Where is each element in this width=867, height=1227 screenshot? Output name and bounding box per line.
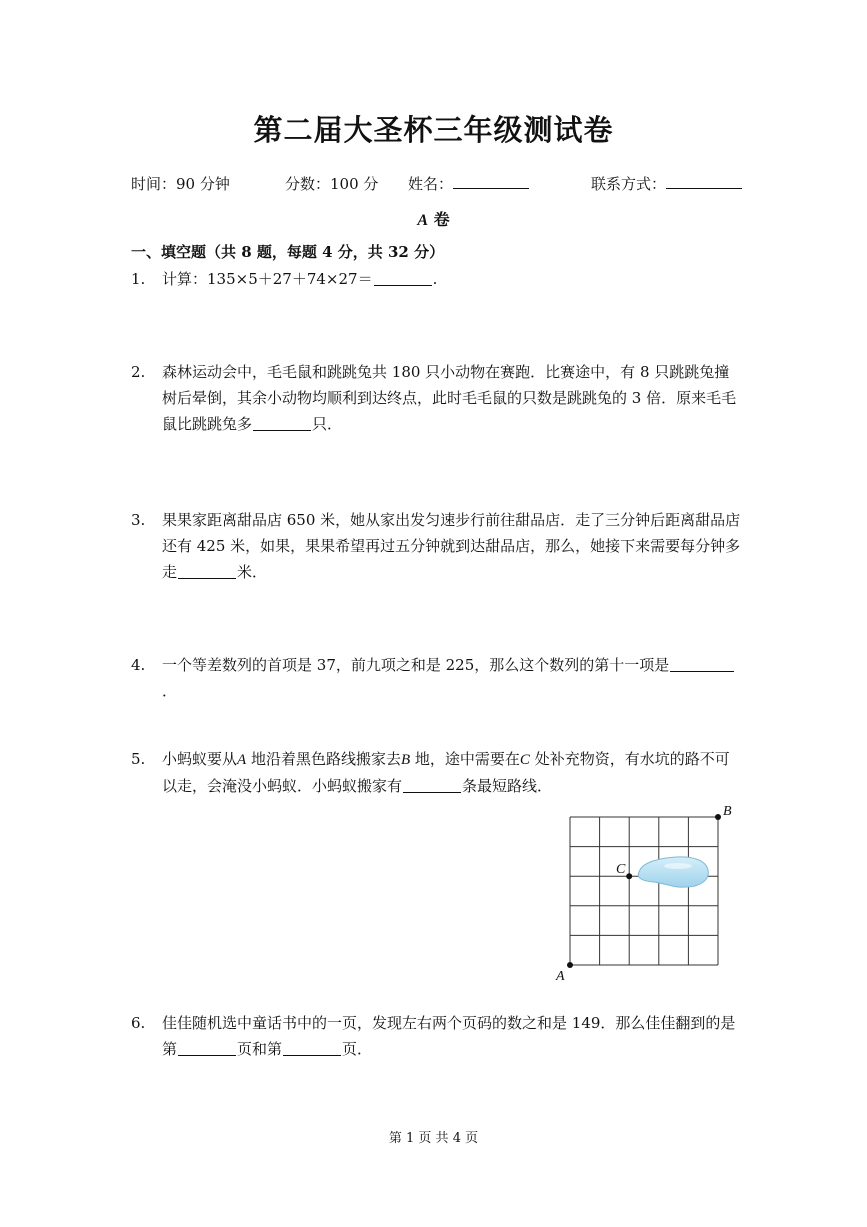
question-text-end: 只． [312,415,343,433]
label-b: B [723,804,732,819]
question-text-end: 页． [342,1040,373,1058]
grid-lines [570,817,718,965]
contact-label: 联系方式： [591,175,667,193]
question-number: 3. [131,511,146,529]
name-label: 姓名： [408,175,454,193]
volume-heading [0,207,867,230]
answer-blank-1[interactable] [178,1040,236,1056]
contact-blank [666,174,742,189]
section-heading: 一、填空题（共 8 题，每题 4 分，共 32 分） [131,243,445,261]
point-b-var: B [400,752,411,768]
answer-blank[interactable] [178,563,236,579]
question-text: 小蚂蚁要从 [162,750,238,768]
question-text: 佳佳随机选中童话书中的一页，发现左右两个页码的数之和是 149．那么佳佳翻到的是第 [162,1014,736,1058]
answer-blank[interactable] [670,656,734,672]
question-number: 1. [131,270,146,288]
question-4 [131,652,741,704]
question-number: 2. [131,363,146,381]
label-a: A [556,969,565,984]
question-number: 5. [131,750,146,768]
question-text-end: ． [162,682,178,700]
question-number: 4. [131,656,146,674]
water-highlight [664,863,692,869]
name-field [408,173,529,194]
route-grid-figure [550,800,750,985]
question-3 [131,507,741,585]
point-a-dot [567,962,573,968]
time-info: 时间：90 分钟 [131,175,230,193]
volume-word: 卷 [433,210,450,229]
question-5 [131,746,741,799]
point-a-var: A [237,752,247,768]
volume-letter: A [417,212,429,229]
question-text: 处补充物资，有水坑的路不可以走，会淹没小蚂蚁．小蚂蚁搬家有 [162,750,730,795]
point-b-dot [715,814,721,820]
answer-blank[interactable] [403,777,461,793]
answer-blank[interactable] [253,415,311,431]
name-blank [453,174,529,189]
question-text: 果果家距离甜品店 650 米，她从家出发匀速步行前往甜品店．走了三分钟后距离甜品店还有 425 米，如果，果果希望再过五分钟就到达甜品店，那么，她接下来需要每分钟多走 [162,511,741,581]
question-text-end: . [432,270,438,288]
question-text-end: 条最短路线． [462,777,553,795]
water-puddle [638,857,708,887]
question-number: 6. [131,1014,146,1032]
page-title: 第二届大圣杯三年级测试卷 [253,113,614,147]
answer-blank[interactable] [374,270,432,286]
question-1 [131,266,741,292]
question-text-end: 米． [237,563,268,581]
page-footer: 第 1 页 共 4 页 [388,1131,479,1146]
point-c-var: C [519,752,530,768]
question-6 [131,1010,741,1062]
question-text: 森林运动会中，毛毛鼠和跳跳兔共 180 只小动物在赛跑．比赛途中，有 8 只跳跳兔撞树后晕倒，其余小动物均顺利到达终点，此时毛毛鼠的只数是跳跳兔的 3 倍．原来毛毛鼠比跳跳兔多 [162,363,737,433]
question-text: 地沿着黑色路线搬家去 [246,750,401,768]
question-text: 一个等差数列的首项是 37，前九项之和是 225，那么这个数列的第十一项是 [162,656,670,674]
question-text: 计算：135×5＋27＋74×27＝ [162,270,373,288]
question-text-mid: 页和第 [237,1040,283,1058]
contact-field [591,173,742,194]
answer-blank-2[interactable] [283,1040,341,1056]
question-text: 地，途中需要在 [410,750,520,768]
score-info: 分数：100 分 [285,175,379,193]
point-c-dot [626,873,632,879]
label-c: C [616,862,626,877]
question-2 [131,359,741,437]
